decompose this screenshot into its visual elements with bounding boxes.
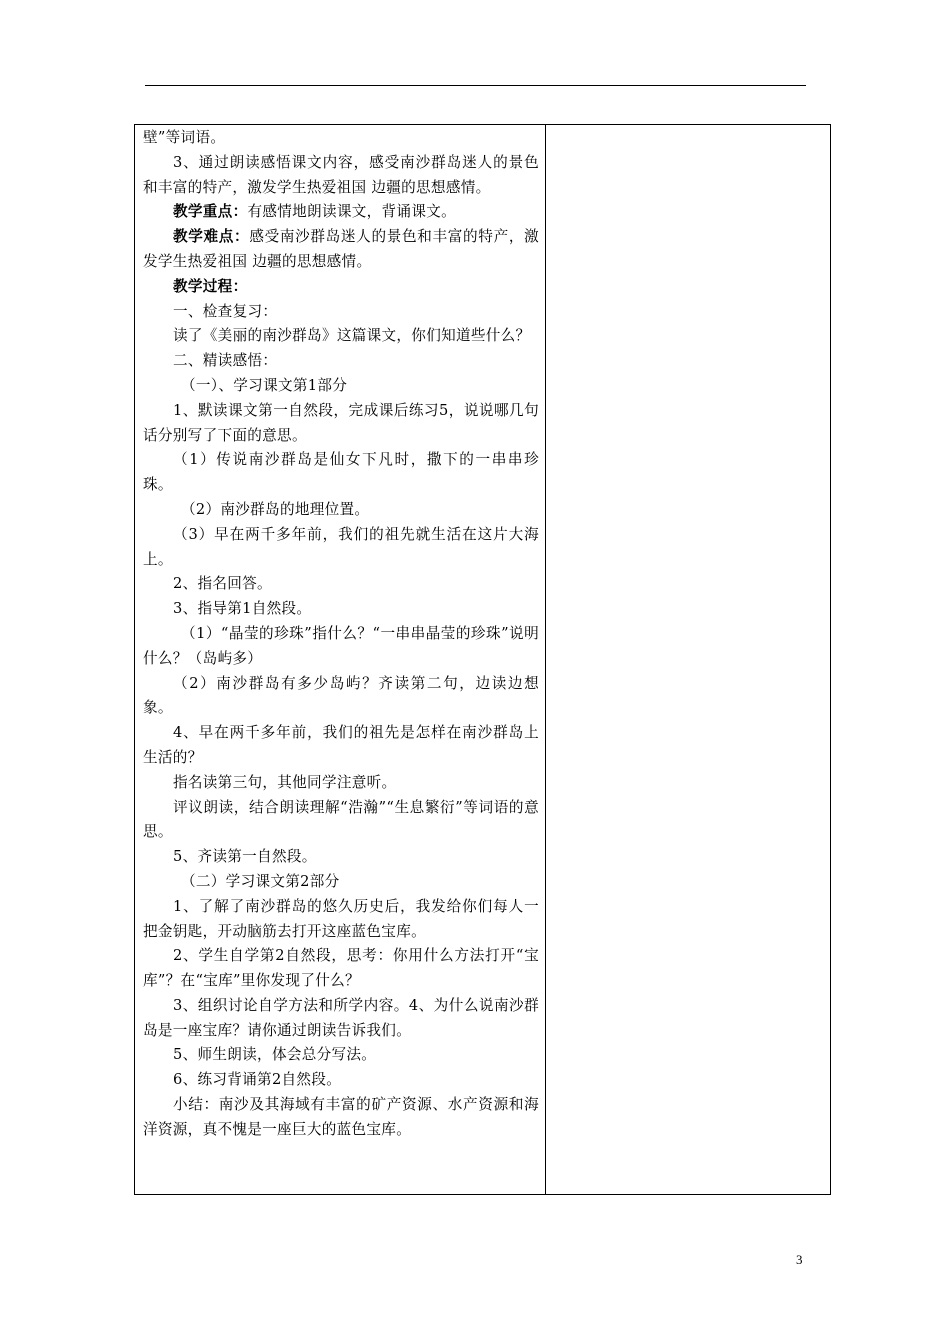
paragraph: （2）南沙群岛的地理位置。 (181, 500, 370, 518)
paragraph: 3、指导第1自然段。 (173, 600, 312, 618)
paragraph: 评议朗读，结合朗读理解“浩瀚”“生息繁衍”等词语的意思。 (143, 798, 539, 841)
key-point-text: 有感情地朗读课文，背诵课文。 (247, 203, 456, 221)
difficulty-label: 教学难点： (173, 228, 250, 246)
paragraph: 1、了解了南沙群岛的悠久历史后，我发给你们每人一把金钥匙，开动脑筋去打开这座蓝色宝库。 (143, 897, 539, 940)
paragraph: 2、指名回答。 (173, 575, 272, 593)
paragraph: 1、默读课文第一自然段，完成课后练习5，说说哪几句话分别写了下面的意思。 (143, 401, 539, 444)
paragraph: （1）“晶莹的珍珠”指什么？“一串串晶莹的珍珠”说明什么？（岛屿多） (143, 624, 539, 667)
table-column-divider (545, 124, 546, 1195)
paragraph: 5、师生朗读，体会总分写法。 (173, 1046, 377, 1064)
paragraph: 一、检查复习： (173, 302, 278, 320)
paragraph: （3）早在两千多年前，我们的祖先就生活在这片大海上。 (143, 525, 539, 568)
paragraph: （1）传说南沙群岛是仙女下凡时，撒下的一串串珍珠。 (143, 451, 539, 494)
paragraph: （一）、学习课文第1部分 (181, 376, 348, 394)
paragraph: 小结：南沙及其海域有丰富的矿产资源、水产资源和海洋资源，真不愧是一座巨大的蓝色宝库。 (143, 1096, 539, 1138)
lesson-content-cell (143, 126, 539, 1143)
paragraph: 2、学生自学第2自然段，思考：你用什么方法打开“宝库”？在“宝库”里你发现了什么？ (143, 947, 539, 990)
paragraph: （2）南沙群岛有多少岛屿？齐读第二句，边读边想象。 (143, 674, 539, 717)
paragraph: 壁”等词语。 (143, 129, 226, 146)
teaching-difficulty (143, 225, 539, 275)
teaching-process-heading: 教学过程： (173, 277, 248, 295)
header-rule (145, 85, 806, 86)
paragraph: （二）学习课文第2部分 (181, 872, 340, 890)
paragraph: 5、齐读第一自然段。 (173, 848, 317, 866)
difficulty-text: 感受南沙群岛迷人的景色和丰富的特产，激发学生热爱祖国 边疆的思想感情。 (143, 228, 539, 270)
key-point-label: 教学重点： (173, 203, 248, 221)
paragraph: 6、练习背诵第2自然段。 (173, 1071, 342, 1089)
paragraph: 3、通过朗读感悟课文内容，感受南沙群岛迷人的景色和丰富的特产，激发学生热爱祖国 边疆的思想感情。 (143, 153, 539, 196)
page-number: 3 (796, 1252, 803, 1267)
paragraph: 4、早在两千多年前，我们的祖先是怎样在南沙群岛上生活的？ (143, 724, 539, 766)
paragraph: 3、组织讨论自学方法和所学内容。4、为什么说南沙群岛是一座宝库？请你通过朗读告诉我们。 (143, 996, 539, 1039)
paragraph: 指名读第三句，其他同学注意听。 (173, 773, 397, 791)
teaching-key-point (143, 200, 539, 225)
paragraph: 二、精读感悟： (173, 352, 278, 370)
paragraph: 读了《美丽的南沙群岛》这篇课文，你们知道些什么？ (173, 327, 531, 345)
